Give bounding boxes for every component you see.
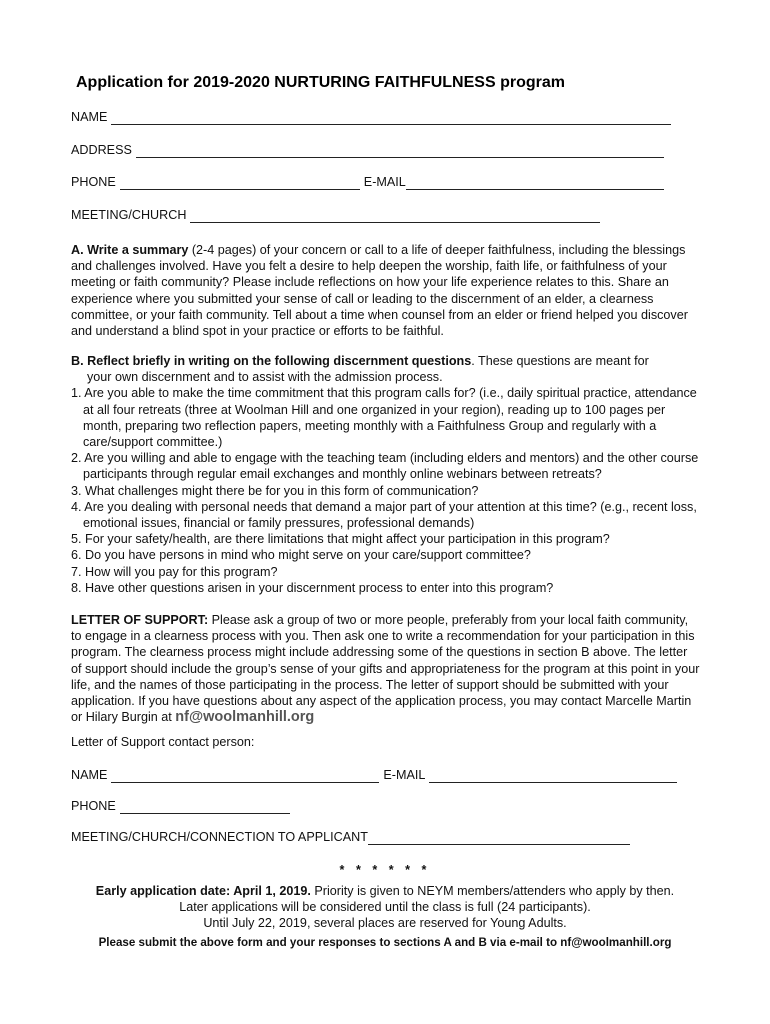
question-item: 8. Have other questions arisen in your discernment process to enter into this program?	[71, 580, 554, 595]
email-label: E-MAIL	[363, 175, 406, 189]
section-b-text-2: your own discernment and to assist with the admission process.	[87, 370, 443, 385]
contact-name-email-row	[71, 767, 681, 787]
section-a-text: (2-4 pages) of your concern or call to a life of deeper faithfulness, including the blessings and challenges involved. Have you felt a desire to help deepen the worship, faith life, or faithfulness of your meeting or faith community? Please include reflections on how your life experience relates to this. Share an experience where you submitted your sense of call or leading to the discernment of an elder, a clearness committee, or your faith community. Tell about a time when counsel from an elder or friend helped you discover and understand a blind spot in your practice or efforts to be faithful.	[71, 243, 688, 339]
early-application-line	[40, 883, 730, 899]
section-a	[71, 242, 701, 339]
phone-label: PHONE	[71, 175, 116, 189]
contact-email-input-line[interactable]	[429, 767, 677, 783]
young-adults-line: Until July 22, 2019, several places are reserved for Young Adults.	[203, 916, 567, 930]
contact-meeting-row	[71, 829, 634, 849]
discernment-questions	[71, 385, 701, 596]
name-label: NAME	[71, 110, 108, 124]
address-input-line[interactable]	[136, 142, 664, 158]
email-input-line[interactable]	[406, 174, 664, 190]
name-field-row	[71, 109, 675, 129]
submit-instructions: Please submit the above form and your responses to sections A and B via e-mail to nf@woolmanhill.org	[98, 936, 672, 949]
address-label: ADDRESS	[71, 143, 132, 157]
priority-text: Priority is given to NEYM members/attenders who apply by then.	[310, 884, 675, 898]
letter-heading: LETTER OF SUPPORT:	[71, 613, 209, 627]
section-b-text: . These questions are meant for	[471, 354, 649, 368]
question-item: 3. What challenges might there be for you in this form of communication?	[71, 483, 479, 498]
phone-input-line[interactable]	[120, 174, 360, 190]
contact-email-label: E-MAIL	[383, 768, 426, 782]
section-a-heading: A. Write a summary	[71, 243, 189, 257]
question-item: 4. Are you dealing with personal needs that demand a major part of your attention at this time? (e.g., recent loss, emotional issues, financial or family pressures, professional demands)	[71, 499, 697, 531]
section-b	[71, 353, 701, 596]
letter-text: Please ask a group of two or more people, preferably from your local faith community, to engage in a clearness process with you. Then ask one to write a recommendation for your participation in this program. The clearness process might include addressing some of the questions in section B above. The letter of support should include the group’s sense of your gifts and appropriateness for the program at this point in your life, and the names of those participating in the process. The letter of support should be submitted with your application. If you have questions about any aspect of the application process, you may contact Marcelle Martin or Hilary Burgin at	[71, 613, 700, 725]
contact-meeting-label: MEETING/CHURCH/CONNECTION TO APPLICANT	[71, 830, 368, 844]
question-item: 6. Do you have persons in mind who might serve on your care/support committee?	[71, 548, 531, 563]
later-applications-line: Later applications will be considered until the class is full (24 participants).	[179, 900, 591, 914]
contact-heading: Letter of Support contact person:	[71, 735, 255, 749]
contact-phone-label: PHONE	[71, 799, 116, 813]
question-item: 7. How will you pay for this program?	[71, 564, 278, 579]
question-item: 5. For your safety/health, are there limitations that might affect your participation in this program?	[71, 532, 610, 547]
separator-stars: * * * * * *	[339, 863, 431, 877]
address-field-row	[71, 142, 668, 162]
meeting-field-row	[71, 207, 604, 227]
question-item: 2. Are you willing and able to engage with the teaching team (including elders and mentors) and the other course participants through regular email exchanges and monthly online webinars between retreats?	[71, 451, 699, 482]
meeting-input-line[interactable]	[190, 207, 600, 223]
page-title: Application for 2019-2020 NURTURING FAITHFULNESS program	[76, 74, 565, 91]
section-b-heading: B. Reflect briefly in writing on the following discernment questions	[71, 354, 472, 368]
contact-meeting-input-line[interactable]	[368, 829, 630, 845]
contact-email-link[interactable]: nf@woolmanhill.org	[175, 709, 315, 726]
name-input-line[interactable]	[111, 109, 671, 125]
phone-email-field-row	[71, 174, 668, 194]
contact-name-label: NAME	[71, 768, 108, 782]
question-item: 1. Are you able to make the time commitment that this program calls for? (i.e., daily spiritual practice, attendance at all four retreats (three at Woolman Hill and one organized in your region), reading up to 100 pages per month, preparing two reflection papers, meeting monthly with a Faithfulness Group and regularly with a care/support committee.)	[71, 386, 697, 450]
contact-phone-row	[71, 798, 294, 818]
contact-name-input-line[interactable]	[111, 767, 379, 783]
contact-phone-input-line[interactable]	[120, 798, 290, 814]
letter-of-support	[71, 612, 701, 725]
meeting-label: MEETING/CHURCH	[71, 208, 187, 222]
early-application-date: Early application date: April 1, 2019.	[95, 884, 311, 898]
